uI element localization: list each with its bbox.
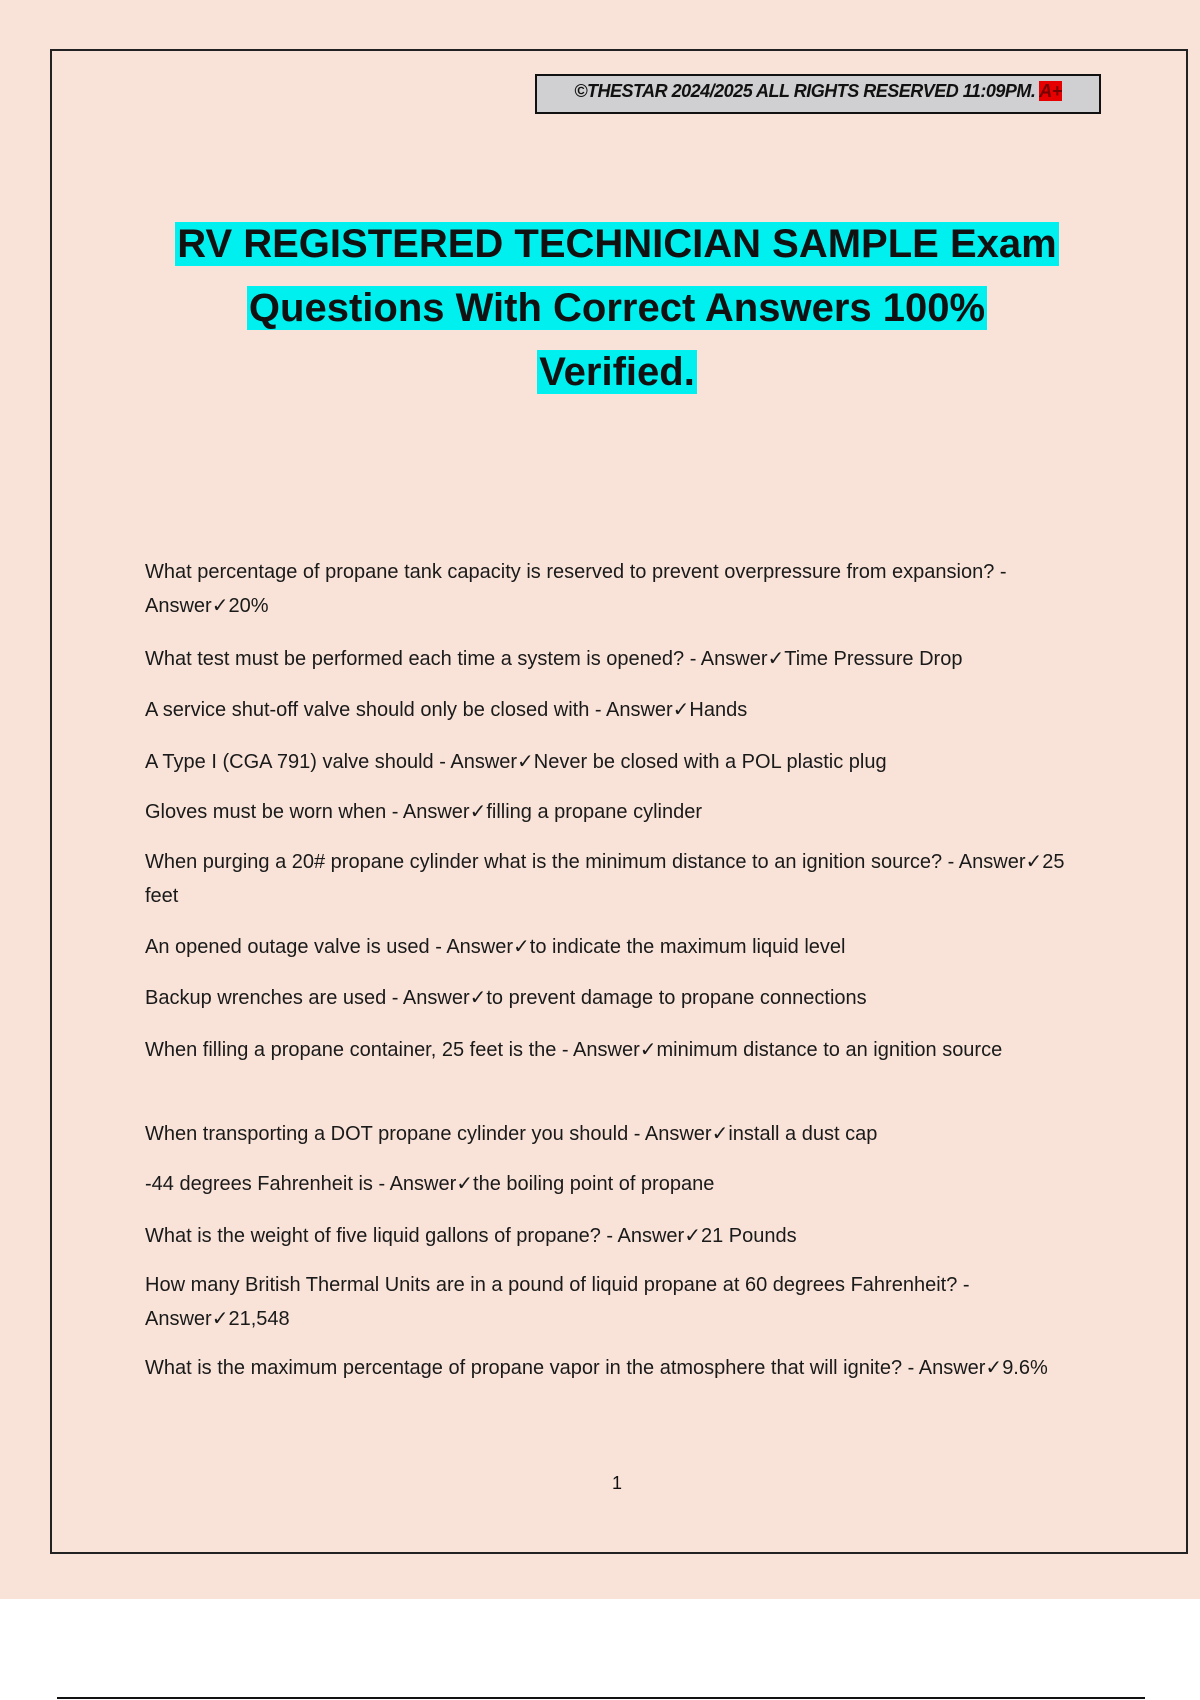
page-number: 1 (611, 1473, 622, 1493)
title-line-3: Verified. (539, 350, 695, 394)
next-page-border (57, 1697, 1145, 1699)
question-item: How many British Thermal Units are in a pound of liquid propane at 60 degrees Fahrenheit? - Answer✓21,548 (145, 1274, 970, 1330)
question-item: Backup wrenches are used - Answer✓to prevent damage to propane connections (145, 987, 867, 1009)
question-item: Gloves must be worn when - Answer✓filling a propane cylinder (145, 801, 703, 823)
question-item: When purging a 20# propane cylinder what is the minimum distance to an ignition source? - Answer✓25 feet (145, 851, 1065, 907)
question-item: A Type I (CGA 791) valve should - Answer✓Never be closed with a POL plastic plug (145, 751, 887, 773)
question-item: What is the weight of five liquid gallons of propane? - Answer✓21 Pounds (145, 1225, 797, 1247)
copyright-text: ©THESTAR 2024/2025 ALL RIGHTS RESERVED 11:09PM. (574, 81, 1036, 101)
question-item: What is the maximum percentage of propane vapor in the atmosphere that will ignite? - Answer✓9.6% (145, 1357, 1048, 1379)
question-item: When transporting a DOT propane cylinder you should - Answer✓install a dust cap (145, 1123, 878, 1145)
copyright-header (535, 74, 1101, 114)
question-item: -44 degrees Fahrenheit is - Answer✓the boiling point of propane (145, 1173, 715, 1195)
title-line-2: Questions With Correct Answers 100% (248, 286, 986, 330)
question-item: When filling a propane container, 25 feet is the - Answer✓minimum distance to an ignition source (145, 1039, 1003, 1061)
question-item: An opened outage valve is used - Answer✓to indicate the maximum liquid level (145, 936, 846, 958)
grade-badge: A+ (1039, 81, 1062, 101)
question-item: What percentage of propane tank capacity is reserved to prevent overpressure from expansion? - Answer✓20% (145, 561, 1007, 617)
document-title (100, 212, 1134, 404)
title-line-1: RV REGISTERED TECHNICIAN SAMPLE Exam (177, 222, 1057, 266)
question-item: A service shut-off valve should only be closed with - Answer✓Hands (145, 699, 748, 721)
question-item: What test must be performed each time a system is opened? - Answer✓Time Pressure Drop (145, 648, 963, 670)
